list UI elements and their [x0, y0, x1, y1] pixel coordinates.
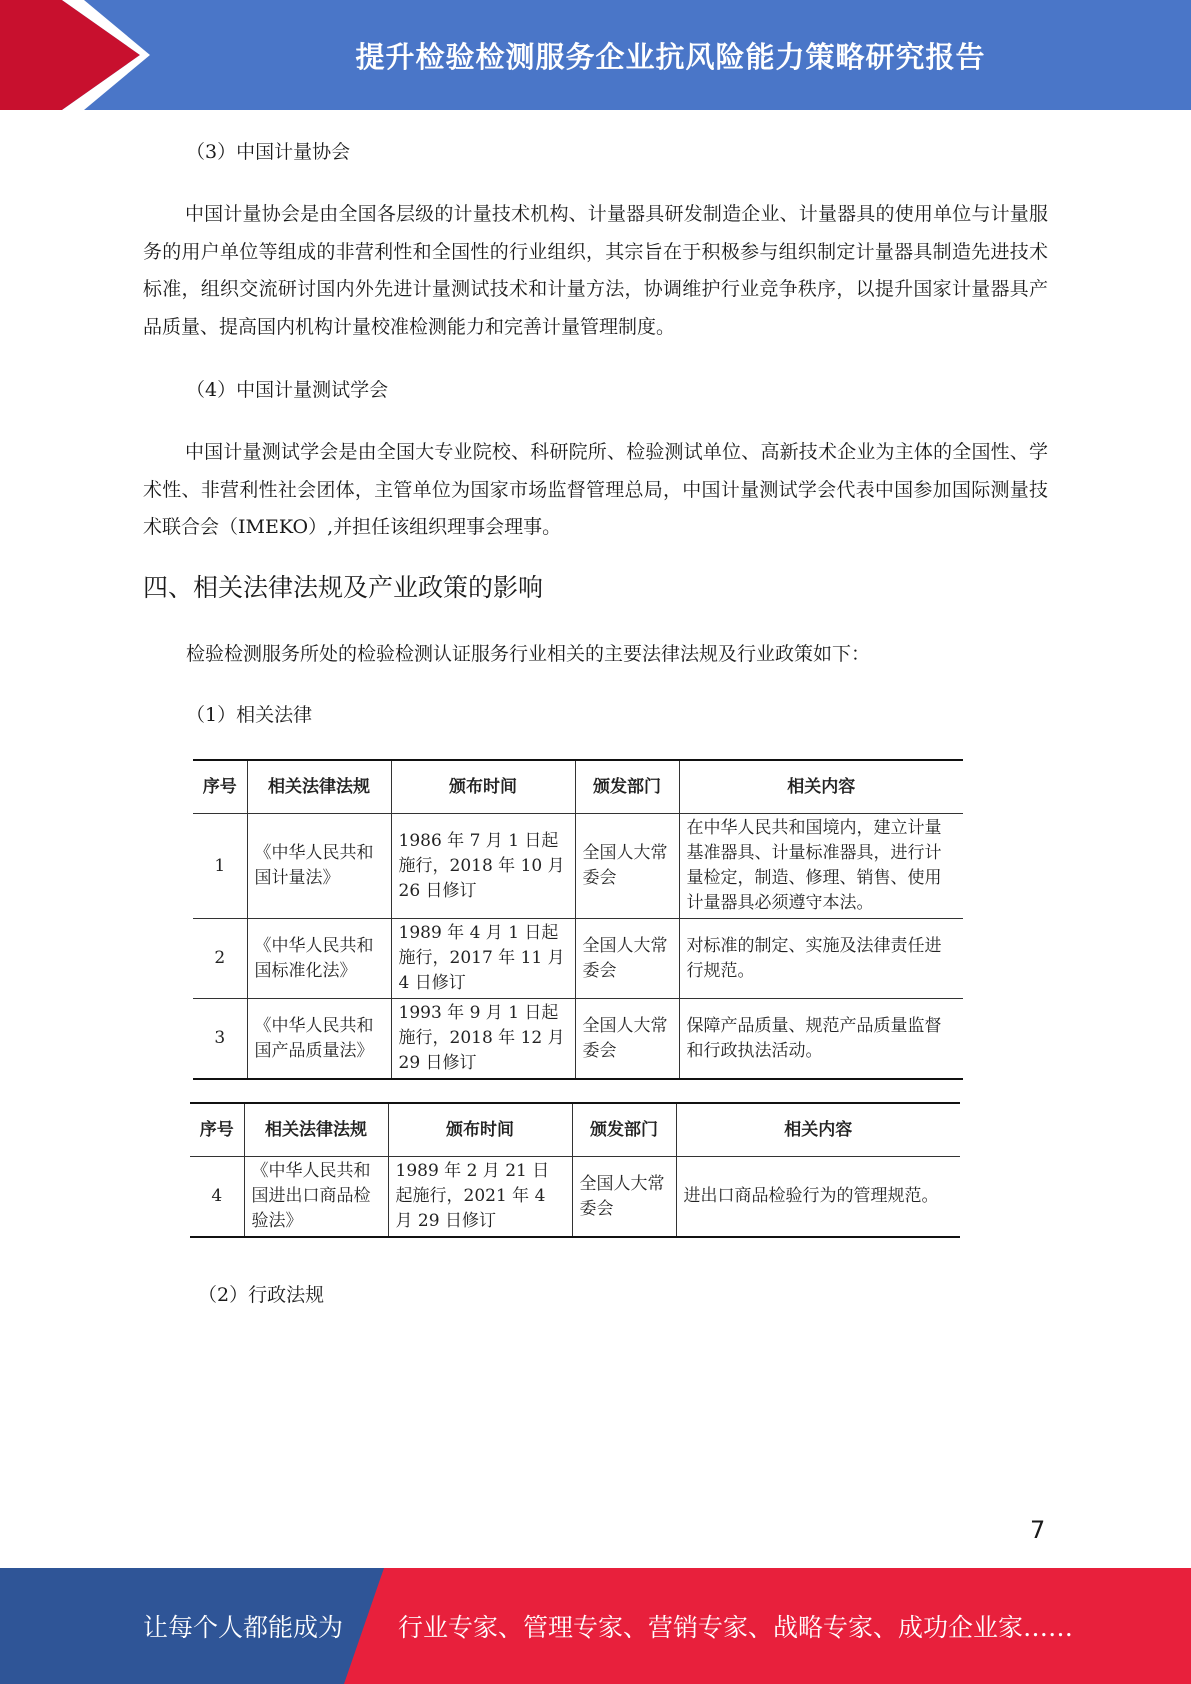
row-dept: 全国人大常委会 — [575, 919, 679, 999]
laws-table-1 — [193, 759, 963, 1080]
paragraph-measurement-society: 中国计量测试学会是由全国大专业院校、科研院所、检验测试单位、高新技术企业为主体的全国性、学术性、非营利性社会团体，主管单位为国家市场监督管理总局，中国计量测试学会代表中国参加国际测量技术联合会（IMEKO）,并担任该组织理事会理事。 — [143, 441, 1048, 538]
page-footer — [0, 1568, 1191, 1684]
header-date: 颁布时间 — [391, 760, 575, 814]
table-header-row — [193, 760, 963, 814]
row-law: 《中华人民共和国标准化法》 — [247, 919, 391, 999]
table-row — [193, 919, 963, 999]
subheading-3: （3）中国计量协会 — [186, 141, 351, 163]
footer-slogan-right: 行业专家、管理专家、营销专家、战略专家、成功企业家…… — [398, 1613, 1074, 1642]
table-row — [193, 814, 963, 919]
header-content: 相关内容 — [679, 760, 963, 814]
row-dept: 全国人大常委会 — [572, 1157, 676, 1238]
row-content: 进出口商品检验行为的管理规范。 — [676, 1157, 960, 1238]
row-no: 4 — [190, 1157, 244, 1238]
subheading-4: （4）中国计量测试学会 — [186, 379, 389, 401]
header-no: 序号 — [193, 760, 247, 814]
row-no: 3 — [193, 999, 247, 1080]
laws-table-2 — [190, 1102, 960, 1238]
intro-paragraph: 检验检测服务所处的检验检测认证服务行业相关的主要法律法规及行业政策如下： — [186, 643, 871, 665]
header-dept: 颁发部门 — [572, 1103, 676, 1157]
page-header — [0, 0, 1191, 110]
row-content: 保障产品质量、规范产品质量监督和行政执法活动。 — [679, 999, 963, 1080]
subheading-admin-regulations: （2）行政法规 — [198, 1284, 325, 1306]
row-no: 2 — [193, 919, 247, 999]
paragraph-metrology-association: 中国计量协会是由全国各层级的计量技术机构、计量器具研发制造企业、计量器具的使用单位与计量服务的用户单位等组成的非营利性和全国性的行业组织，其宗旨在于积极参与组织制定计量器具制造先进技术标准，组织交流研讨国内外先进计量测试技术和计量方法，协调维护行业竞争秩序，以提升国家计量器具产品质量、提高国内机构计量校准检测能力和完善计量管理制度。 — [143, 203, 1048, 338]
row-date: 1989 年 2 月 21 日起施行，2021 年 4 月 29 日修订 — [388, 1157, 572, 1238]
document-title: 提升检验检测服务企业抗风险能力策略研究报告 — [355, 39, 986, 74]
page-number: 7 — [1030, 1516, 1046, 1544]
row-date: 1986 年 7 月 1 日起施行，2018 年 10 月 26 日修订 — [391, 814, 575, 919]
table-header-row — [190, 1103, 960, 1157]
section-title: 四、相关法律法规及产业政策的影响 — [143, 573, 544, 602]
row-law: 《中华人民共和国计量法》 — [247, 814, 391, 919]
header-date: 颁布时间 — [388, 1103, 572, 1157]
row-law: 《中华人民共和国进出口商品检验法》 — [244, 1157, 388, 1238]
subheading-laws: （1）相关法律 — [186, 704, 313, 726]
row-date: 1993 年 9 月 1 日起施行，2018 年 12 月 29 日修订 — [391, 999, 575, 1080]
table-row — [193, 999, 963, 1080]
row-dept: 全国人大常委会 — [575, 814, 679, 919]
row-dept: 全国人大常委会 — [575, 999, 679, 1080]
row-content: 在中华人民共和国境内，建立计量基准器具、计量标准器具，进行计量检定，制造、修理、销售、使用计量器具必须遵守本法。 — [679, 814, 963, 919]
header-law: 相关法律法规 — [244, 1103, 388, 1157]
header-dept: 颁发部门 — [575, 760, 679, 814]
header-no: 序号 — [190, 1103, 244, 1157]
header-content: 相关内容 — [676, 1103, 960, 1157]
row-date: 1989 年 4 月 1 日起施行，2017 年 11 月 4 日修订 — [391, 919, 575, 999]
table-row — [190, 1157, 960, 1238]
row-law: 《中华人民共和国产品质量法》 — [247, 999, 391, 1080]
header-law: 相关法律法规 — [247, 760, 391, 814]
footer-slogan-left: 让每个人都能成为 — [143, 1613, 344, 1642]
row-content: 对标准的制定、实施及法律责任进行规范。 — [679, 919, 963, 999]
row-no: 1 — [193, 814, 247, 919]
